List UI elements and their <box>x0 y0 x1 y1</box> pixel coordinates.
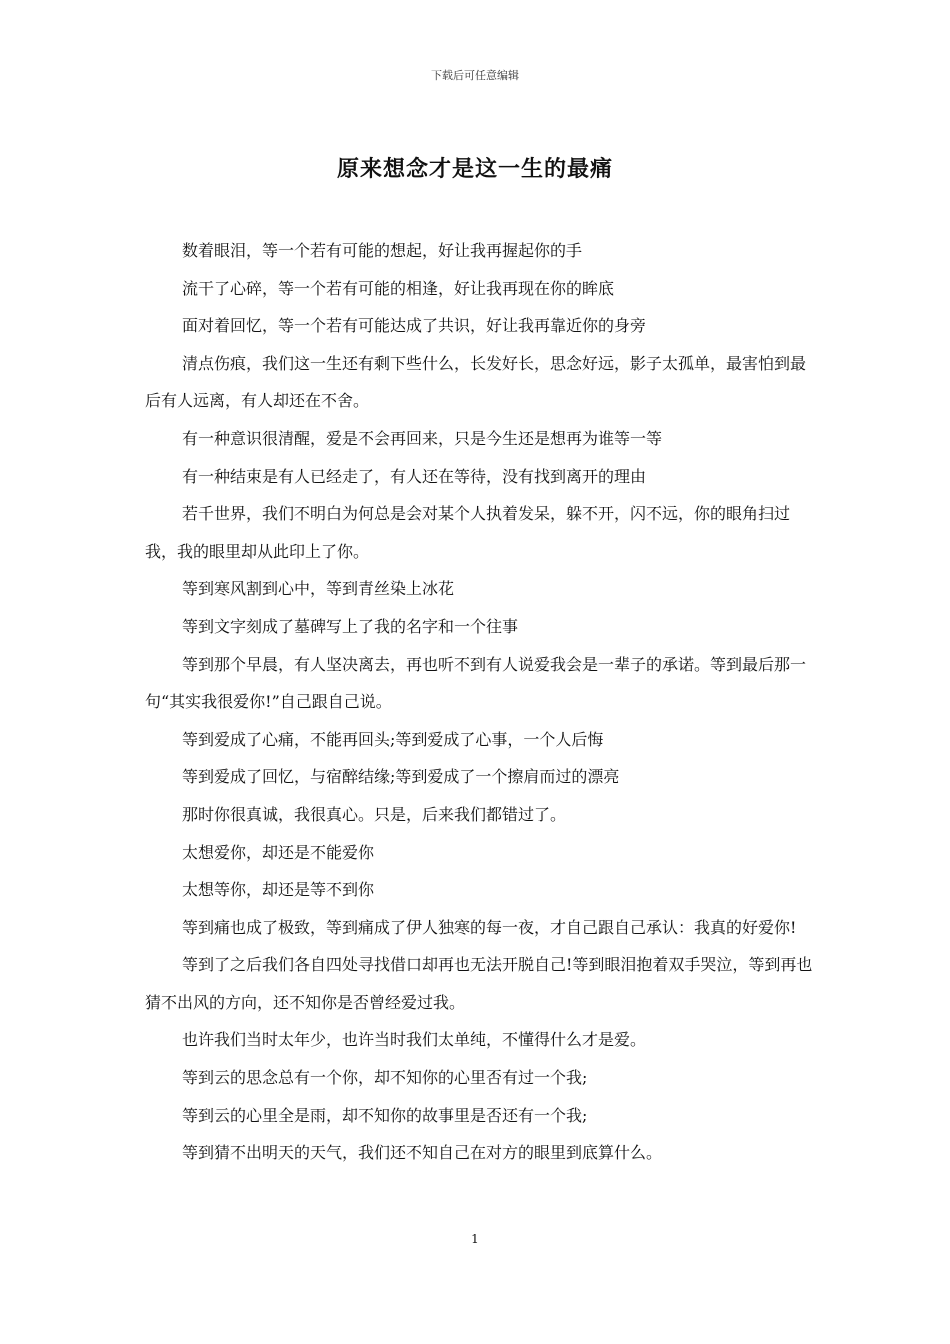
paragraph: 数着眼泪，等一个若有可能的想起，好让我再握起你的手 <box>182 241 583 260</box>
page-number: 1 <box>471 1232 479 1246</box>
paragraph: 等到猜不出明天的天气，我们还不知自己在对方的眼里到底算什么。 <box>182 1143 663 1163</box>
document-body <box>145 232 813 1172</box>
paragraph: 若千世界，我们不明白为何总是会对某个人执着发呆，躲不开，闪不远，你的眼角扫过我，我的眼里却从此印上了你。 <box>145 504 791 561</box>
paragraph: 太想等你，却还是等不到你 <box>182 880 375 900</box>
paragraph: 等到文字刻成了墓碑写上了我的名字和一个往事 <box>182 616 519 636</box>
paragraph: 有一种结束是有人已经走了，有人还在等待，没有找到离开的理由 <box>182 466 647 486</box>
paragraph: 太想爱你，却还是不能爱你 <box>182 842 375 862</box>
paragraph: 面对着回忆，等一个若有可能达成了共识，好让我再靠近你的身旁 <box>182 316 647 336</box>
paragraph: 等到云的心里全是雨，却不知你的故事里是否还有一个我; <box>182 1105 588 1125</box>
paragraph: 也许我们当时太年少，也许当时我们太单纯，不懂得什么才是爱。 <box>182 1030 647 1050</box>
paragraph: 有一种意识很清醒，爱是不会再回来，只是今生还是想再为谁等一等 <box>182 428 663 448</box>
paragraph: 等到那个早晨，有人坚决离去，再也听不到有人说爱我会是一辈子的承诺。等到最后那一句“其实我很爱你!”自己跟自己说。 <box>145 654 807 712</box>
paragraph: 等到痛也成了极致，等到痛成了伊人独寒的每一夜，才自己跟自己承认：我真的好爱你! <box>182 917 797 937</box>
document-title: 原来想念才是这一生的最痛 <box>336 156 613 182</box>
page-header: 下载后可任意编辑 <box>431 69 519 82</box>
paragraph: 清点伤痕，我们这一生还有剩下些什么，长发好长，思念好远，影子太孤单，最害怕到最后有人远离，有人却还在不舍。 <box>145 353 807 411</box>
paragraph: 等到爱成了心痛，不能再回头;等到爱成了心事，一个人后悔 <box>182 729 604 749</box>
paragraph: 等到云的思念总有一个你，却不知你的心里否有过一个我; <box>182 1068 588 1088</box>
paragraph: 那时你很真诚，我很真心。只是，后来我们都错过了。 <box>182 804 567 824</box>
paragraph: 流干了心碎，等一个若有可能的相逢，好让我再现在你的眸底 <box>182 278 615 298</box>
paragraph: 等到了之后我们各自四处寻找借口却再也无法开脱自己!等到眼泪抱着双手哭泣，等到再也猜不出风的方向，还不知你是否曾经爱过我。 <box>145 955 813 1012</box>
paragraph: 等到爱成了回忆，与宿醉结缘;等到爱成了一个擦肩而过的漂亮 <box>182 767 620 787</box>
paragraph: 等到寒风割到心中，等到青丝染上冰花 <box>182 579 455 599</box>
